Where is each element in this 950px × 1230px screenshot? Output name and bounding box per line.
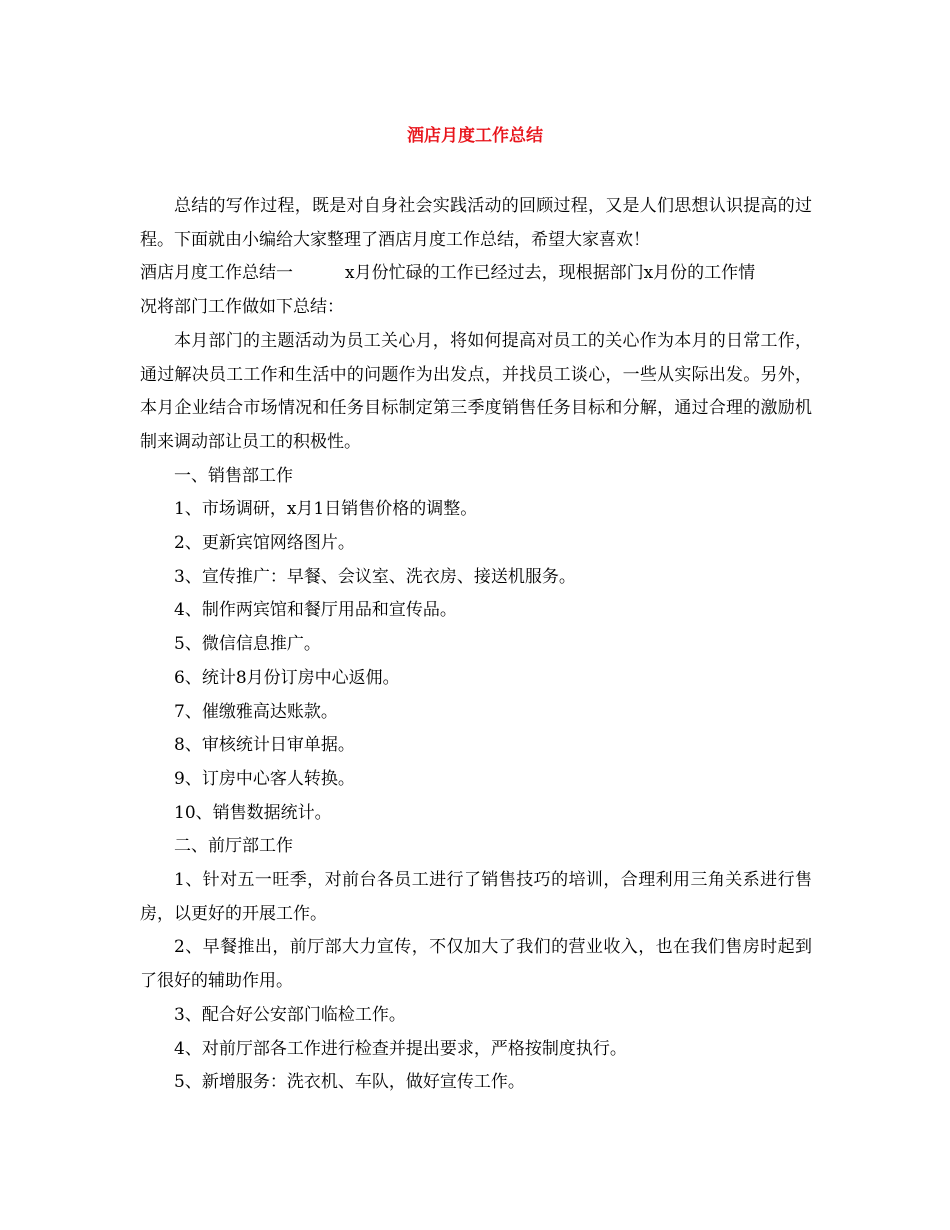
document-body <box>140 190 812 1100</box>
list-item: 2、更新宾馆网络图片。 <box>174 533 355 554</box>
heading-one-line <box>140 257 812 291</box>
theme-paragraph: 本月部门的主题活动为员工关心月，将如何提高对员工的关心作为本月的日常工作，通过解决员工工作和生活中的问题作为出发点，并找员工谈心，一些从实际出发。另外，本月企业结合市场情况和任务目标制定第三季度销售任务目标和分解，通过合理的激励机制来调动部让员工的积极性。 <box>140 330 812 452</box>
intro-paragraph: 总结的写作过程，既是对自身社会实践活动的回顾过程，又是人们思想认识提高的过程。下面就由小编给大家整理了酒店月度工作总结，希望大家喜欢！ <box>140 196 812 250</box>
heading-one-text-line1: x月份忙碌的工作已经过去，现根据部门x月份的工作情 <box>345 263 756 284</box>
section-sales-heading: 一、销售部工作 <box>174 465 293 486</box>
heading-one-text-line2: 况将部门工作做如下总结： <box>140 297 344 318</box>
list-item: 9、订房中心客人转换。 <box>174 768 355 789</box>
front-item-1: 1、针对五一旺季，对前台各员工进行了销售技巧的培训，合理利用三角关系进行售房，以更好的开展工作。 <box>140 870 812 924</box>
list-item: 6、统计8月份订房中心返佣。 <box>174 667 400 688</box>
front-item-4: 4、对前厅部各工作进行检查并提出要求，严格按制度执行。 <box>174 1038 627 1059</box>
list-item: 7、催缴雅高达账款。 <box>174 701 338 722</box>
list-item: 4、制作两宾馆和餐厅用品和宣传品。 <box>174 600 457 621</box>
list-item: 1、市场调研，x月1日销售价格的调整。 <box>174 499 478 520</box>
heading-one: 酒店月度工作总结一 <box>140 263 293 284</box>
front-item-2: 2、早餐推出，前厅部大力宣传，不仅加大了我们的营业收入，也在我们售房时起到了很好的辅助作用。 <box>140 937 812 992</box>
front-item-3: 3、配合好公安部门临检工作。 <box>174 1004 406 1025</box>
section-front-heading: 二、前厅部工作 <box>174 836 293 857</box>
list-item: 3、宣传推广：早餐、会议室、洗衣房、接送机服务。 <box>174 566 576 587</box>
list-item: 8、审核统计日审单据。 <box>174 735 355 756</box>
document-title: 酒店月度工作总结 <box>407 126 543 146</box>
list-item: 10、销售数据统计。 <box>174 802 332 823</box>
list-item: 5、微信信息推广。 <box>174 634 321 655</box>
front-item-5: 5、新增服务：洗衣机、车队，做好宣传工作。 <box>174 1072 525 1093</box>
